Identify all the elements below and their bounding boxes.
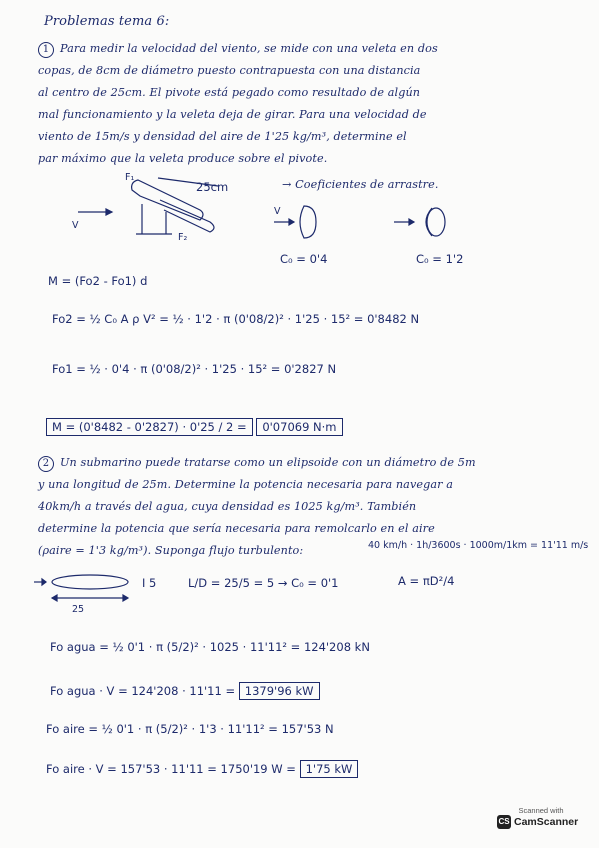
p2-eq-power-air-left: Fo aire · V = 157'53 · 11'11 = 1750'19 W = — [46, 762, 296, 776]
cup-concave-shape — [300, 206, 316, 238]
problem-2-line-4: determine la potencia que sería necesaria para remolcarlo en el aire — [38, 522, 435, 535]
ellipsoid-shape — [52, 575, 128, 589]
camscanner-watermark — [497, 806, 585, 834]
p2-eq-fo-aire: Fo aire = ½ 0'1 · π (5/2)² · 1'3 · 11'11² = 157'53 N — [46, 722, 334, 736]
label-v-small: V — [274, 206, 281, 217]
p1-eq-moment: M = (Fo2 - Fo1) d — [48, 274, 148, 288]
p2-eq-power-water-row — [50, 684, 320, 698]
drag-shapes-diagram — [272, 198, 472, 248]
p1-eq-fo1: Fo1 = ½ · 0'4 · π (0'08/2)² · 1'25 · 15² = 0'2827 N — [52, 362, 337, 376]
p1-eq-fo2: Fo2 = ½ C₀ A ρ V² = ½ · 1'2 · π (0'08/2)² · 1'25 · 15² = 0'8482 N — [52, 312, 420, 326]
p2-area: A = πD²/4 — [398, 574, 455, 588]
dim-25: 25 — [72, 604, 85, 615]
camscanner-brand — [497, 815, 585, 829]
problem-number-1: 1 — [38, 42, 54, 58]
problem-2-line-5: (ρaire = 1'3 kg/m³). Suponga flujo turbulento: — [38, 544, 304, 557]
problem-2-line-1 — [38, 456, 476, 472]
problem-2-text-1: Un submarino puede tratarse como un elipsoide con un diámetro de 5m — [60, 456, 476, 469]
problem-1-line-3: al centro de 25cm. El pivote está pegado como resultado de algún — [38, 86, 421, 99]
drag-coefficient-1: C₀ = 0'4 — [280, 252, 328, 266]
problem-1-text-1: Para medir la velocidad del viento, se mide con una veleta en dos — [60, 42, 438, 55]
label-25cm: 25cm — [196, 180, 229, 194]
p1-eq-result-value: 0'07069 N·m — [256, 418, 342, 436]
problem-1-line-2: copas, de 8cm de diámetro puesto contrapuesta con una distancia — [38, 64, 421, 77]
page-title: Problemas tema 6: — [44, 14, 170, 29]
shape-note: I 5 — [142, 576, 157, 590]
p2-eq-power-water-left: Fo agua · V = 124'208 · 11'11 = — [50, 684, 236, 698]
label-v: V — [72, 220, 79, 231]
label-f1: F₁ — [125, 172, 135, 183]
problem-1-line-5: viento de 15m/s y densidad del aire de 1'25 kg/m³, determine el — [38, 130, 407, 143]
p2-eq-power-air-value: 1'75 kW — [300, 760, 359, 778]
problem-2-line-2: y una longitud de 25m. Determine la potencia necesaria para navegar a — [38, 478, 454, 491]
p2-eq-power-air-row — [46, 762, 358, 776]
problem-1-line-1 — [38, 42, 438, 58]
drag-coefficients-title: → Coeficientes de arrastre. — [282, 178, 439, 191]
scanned-with-text: Scanned with — [518, 806, 564, 815]
p2-eq-power-water-value: 1379'96 kW — [239, 682, 320, 700]
label-f2: F₂ — [178, 232, 188, 243]
cup-convex-shape-back — [427, 208, 445, 236]
problem-1-line-6: par máximo que la veleta produce sobre el pivote. — [38, 152, 328, 165]
drag-coefficient-2: C₀ = 1'2 — [416, 252, 464, 266]
p2-ratio: L/D = 25/5 = 5 → C₀ = 0'1 — [188, 576, 339, 590]
camscanner-brand-text: CamScanner — [514, 816, 579, 828]
p2-eq-fo-agua: Fo agua = ½ 0'1 · π (5/2)² · 1025 · 11'11² = 124'208 kN — [50, 640, 370, 654]
veleta-arm — [160, 200, 214, 232]
p1-eq-result-left: M = (0'8482 - 0'2827) · 0'25 / 2 = — [46, 418, 253, 436]
p2-speed-conversion: 40 km/h · 1h/3600s · 1000m/1km = 11'11 m/s — [368, 540, 589, 551]
camscanner-logo-icon: CS — [497, 815, 511, 829]
problem-number-2: 2 — [38, 456, 54, 472]
problem-1-line-4: mal funcionamiento y la veleta deja de girar. Para una velocidad de — [38, 108, 427, 121]
problem-2-line-3: 40km/h a través del agua, cuya densidad es 1025 kg/m³. También — [38, 500, 417, 513]
submarine-ellipsoid-diagram — [32, 566, 136, 606]
p1-eq-result-row — [46, 420, 343, 434]
